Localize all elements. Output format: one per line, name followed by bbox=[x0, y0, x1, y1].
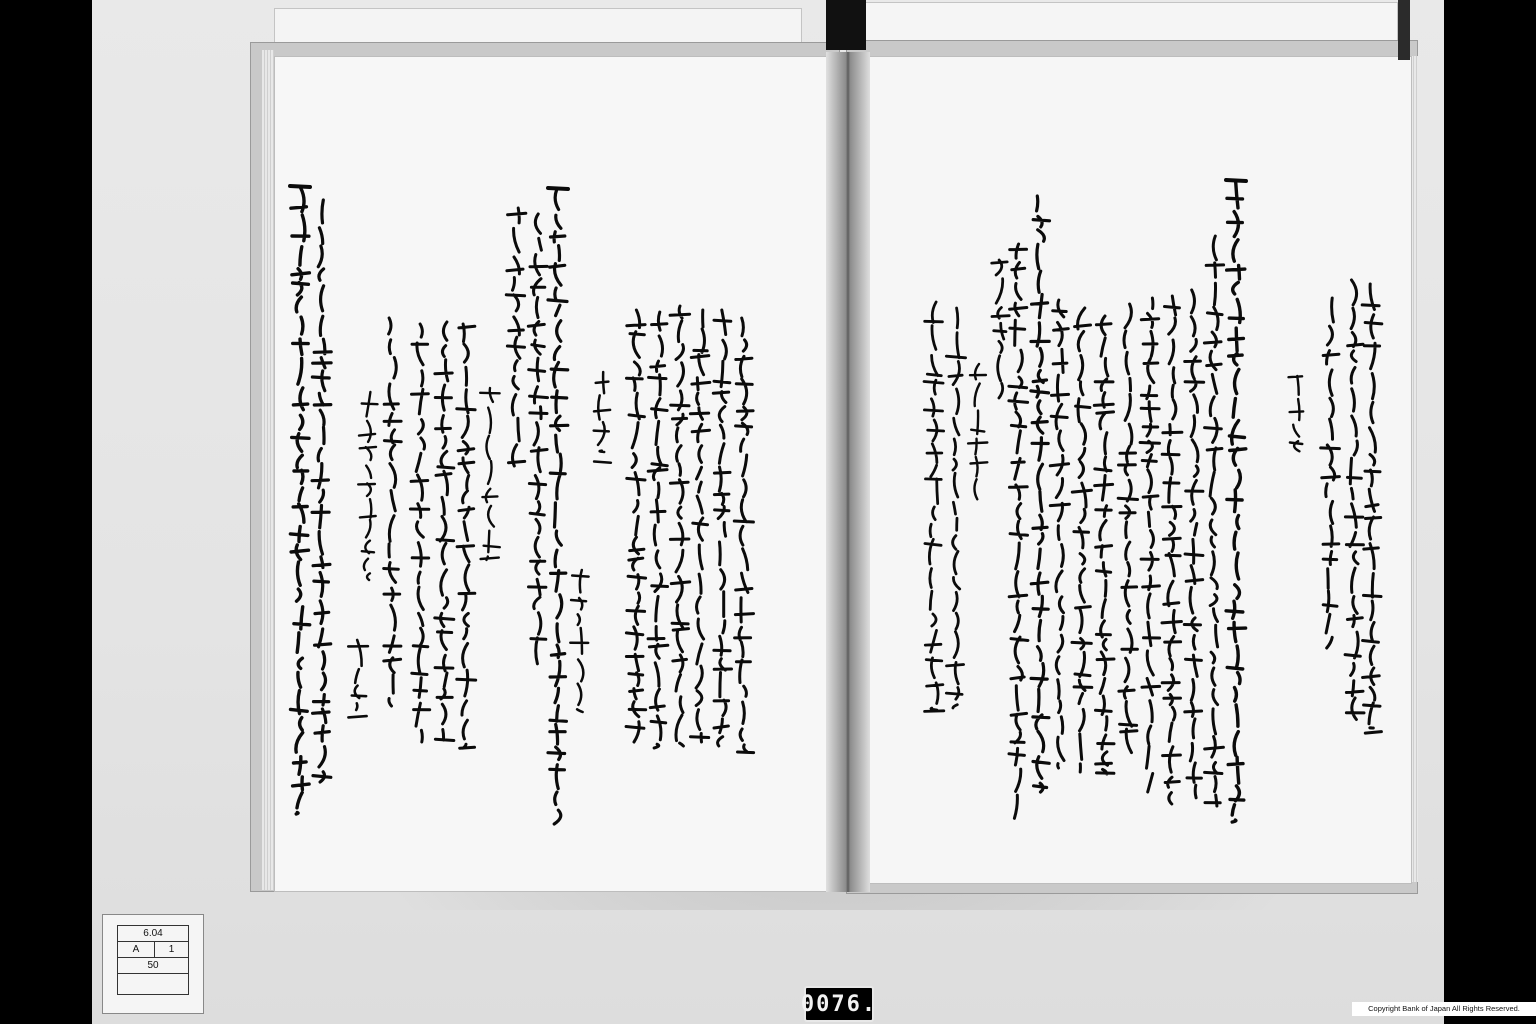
reference-table bbox=[117, 925, 189, 995]
calligraphy-column bbox=[1009, 244, 1028, 818]
calligraphy-column bbox=[1050, 300, 1069, 768]
calligraphy-column bbox=[1140, 298, 1160, 792]
calligraphy-column bbox=[290, 188, 309, 814]
calligraphy-column bbox=[968, 364, 987, 499]
calligraphy-column bbox=[690, 310, 709, 742]
calligraphy-column bbox=[1345, 280, 1364, 720]
calligraphy-column bbox=[1094, 316, 1114, 774]
calligraphy-column bbox=[410, 324, 429, 742]
calligraphy-column bbox=[670, 306, 690, 746]
calligraphy-column bbox=[594, 372, 611, 463]
calligraphy-column bbox=[1072, 308, 1092, 772]
calligraphy-column bbox=[1289, 376, 1304, 451]
calligraphy-column bbox=[1226, 182, 1246, 822]
calligraphy-column bbox=[1204, 236, 1223, 806]
ref-cell-blank bbox=[118, 974, 189, 995]
calligraphy-column bbox=[1118, 304, 1137, 753]
calligraphy-column bbox=[1031, 196, 1050, 792]
copyright-notice: Copyright Bank of Japan All Rights Reserved. bbox=[1352, 1002, 1536, 1016]
calligraphy-column bbox=[713, 310, 731, 746]
calligraphy-column bbox=[348, 640, 368, 717]
frame-number: 0076. bbox=[804, 986, 874, 1022]
item-mark bbox=[1226, 180, 1246, 181]
calligraphy-column bbox=[528, 214, 547, 664]
ref-cell-number: 50 bbox=[118, 958, 189, 974]
calligraphy-column bbox=[1321, 298, 1340, 648]
calligraphy-column bbox=[626, 310, 646, 742]
calligraphy-column bbox=[924, 302, 944, 711]
ref-cell-code: 6.04 bbox=[118, 926, 189, 942]
calligraphy-column bbox=[1162, 296, 1182, 804]
calligraphy-column bbox=[734, 318, 753, 753]
ref-cell-volume: 1 bbox=[154, 942, 188, 958]
calligraphy-column bbox=[480, 388, 500, 560]
calligraphy-column bbox=[548, 190, 568, 824]
calligraphy-column bbox=[312, 200, 331, 782]
calligraphy-column bbox=[570, 570, 588, 712]
calligraphy-column bbox=[384, 318, 402, 706]
item-mark bbox=[548, 188, 568, 189]
calligraphy-column bbox=[457, 324, 476, 748]
calligraphy-column bbox=[1362, 284, 1382, 733]
reference-card bbox=[102, 914, 204, 1014]
calligraphy-column bbox=[992, 260, 1010, 398]
calligraphy-column bbox=[1184, 290, 1203, 798]
ref-cell-series: A bbox=[118, 942, 155, 958]
calligraphy-column bbox=[435, 322, 454, 741]
calligraphy-column bbox=[506, 208, 526, 466]
calligraphy-column bbox=[358, 392, 377, 580]
calligraphy-column bbox=[648, 312, 668, 748]
item-mark bbox=[290, 186, 310, 187]
calligraphy-column bbox=[946, 308, 965, 708]
